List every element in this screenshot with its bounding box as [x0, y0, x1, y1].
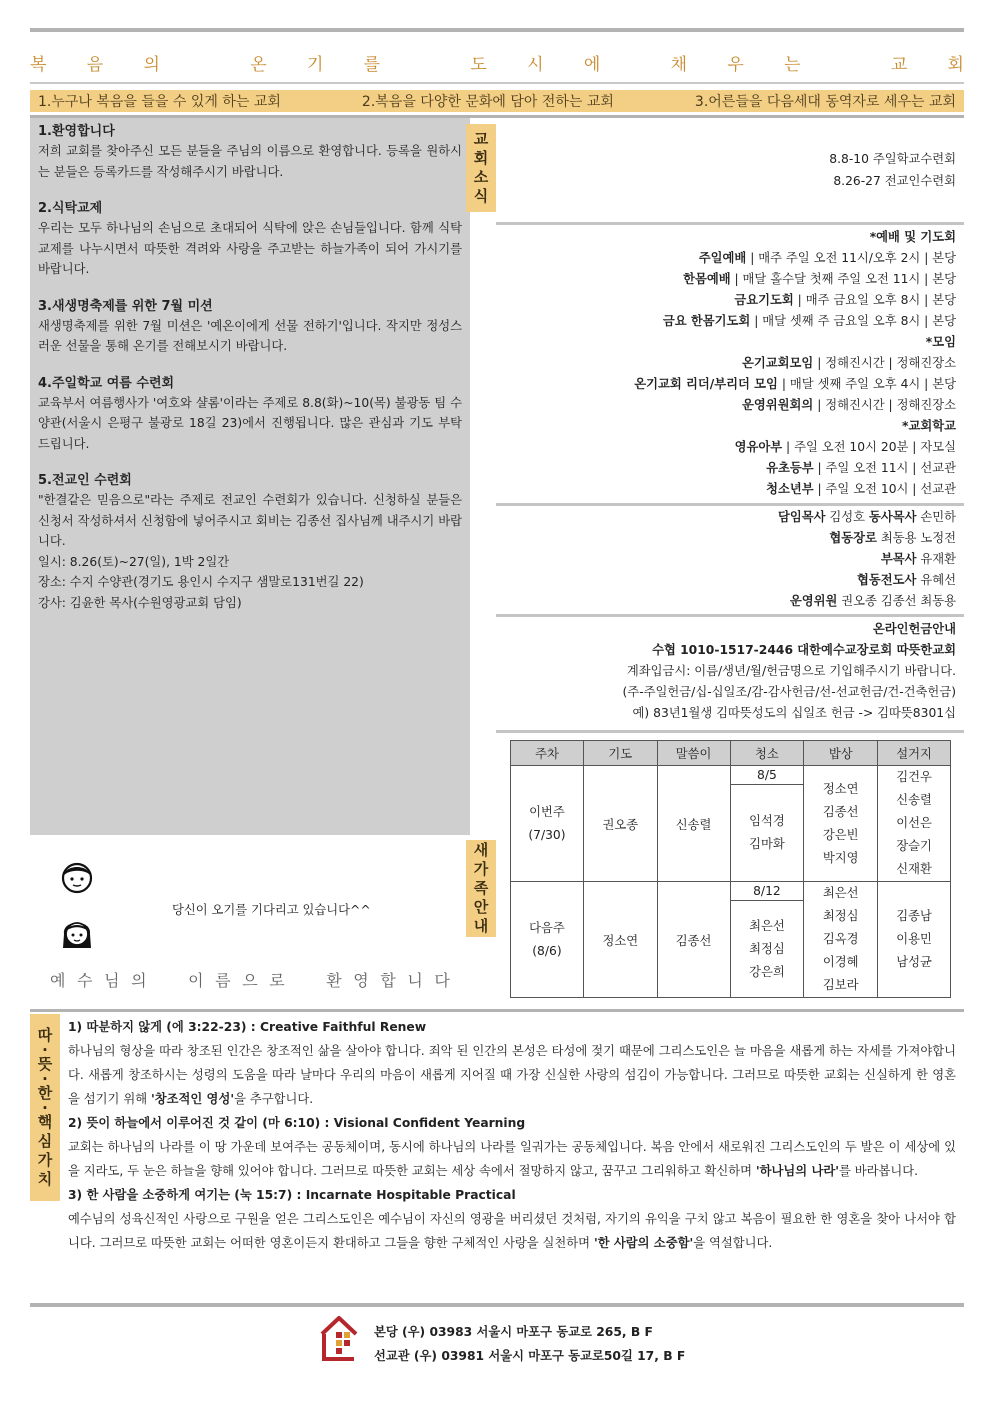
- table-row: [511, 882, 951, 901]
- announcement-4: [38, 374, 462, 455]
- dish-cell: 김건우 신송렬 이선은 장슬기 신재환: [878, 766, 951, 882]
- address-block: [374, 1320, 685, 1368]
- label-char: 가: [473, 860, 489, 878]
- announcement-title: 1.환영합니다: [38, 124, 115, 139]
- core-values-top-rule: [30, 1009, 964, 1012]
- announcement-1: [38, 122, 462, 182]
- week-cell: 이번주 (7/30): [511, 766, 584, 882]
- online-offering: [500, 619, 956, 724]
- school-row: 영유아부 | 주일 오전 10시 20분 | 자모실: [734, 440, 956, 454]
- core-value-title: 3) 한 사람을 소중하게 여기는 (눅 15:7) : Incarnate Hospitable Practical: [68, 1188, 516, 1202]
- clean-cell: 임석경 김마화: [730, 785, 804, 882]
- prayer-cell: 권오종: [583, 766, 657, 882]
- goal-2: 2.복음을 다양한 문화에 담아 전하는 교회: [361, 94, 614, 110]
- announcement-body: 새생명축제를 위한 7월 미션은 '예온이에게 선물 전하기'입니다. 작지만 정성스러운 선물을 통해 온기를 전해보시기 바랍니다.: [38, 318, 462, 353]
- staff-row: 협동전도사 유혜선: [857, 573, 956, 587]
- motto-char: 복: [30, 55, 47, 75]
- man-icon: [60, 860, 94, 894]
- service-row: 주일예배 | 매주 주일 오전 11시/오후 2시 | 본당: [698, 251, 956, 265]
- news-item: 8.26-27 전교인수련회: [833, 174, 956, 188]
- core-values: [68, 1015, 956, 1255]
- announcement-5: [38, 471, 462, 613]
- column-header: 밥상: [804, 741, 878, 766]
- retreat-date: 일시: 8.26(토)~27(일), 1박 2일간: [38, 554, 230, 569]
- welcome-footer: 예 수 님 의 이 름 으 로 환 영 합 니 다: [50, 971, 450, 990]
- worship-schedule: [500, 227, 956, 500]
- motto-char: 는: [784, 55, 801, 75]
- label-char: 안: [473, 898, 489, 916]
- staff-row: 협동장로 최동용 노정전: [829, 531, 956, 545]
- offering-codes: (주-주일헌금/십-십일조/감-감사헌금/선-선교헌금/건-건축헌금): [622, 685, 956, 699]
- announcement-body: 우리는 모두 하나님의 손님으로 초대되어 식탁에 앉은 손님들입니다. 함께 식탁교제를 나누시면서 따뜻한 격려와 사랑을 주고받는 하늘가족이 되어 가시기를 바랍니다.: [38, 221, 462, 276]
- column-header: 주차: [511, 741, 584, 766]
- offering-example: 예) 83년1월생 김따뜻성도의 십일조 헌금 -> 김따뜻8301십: [632, 706, 956, 720]
- core-value-body: 교회는 하나님의 나라를 이 땅 가운데 보여주는 공동체이며, 동시에 하나님의 나라를 일궈가는 공동체입니다. 복음 안에서 새로워진 그리스도인의 두 발은 이 세상에 있을 지라도, 두 눈은 하늘을 향해 있어야 합니다. 그러므로 따뜻한 교회는 세상 속에서 절망하지 않고, 꿈꾸고 그리워하고 확신하며 '하나님의 나라'를 바라봅니다.: [68, 1140, 956, 1178]
- motto-rule: [30, 82, 964, 84]
- offering-note: 계좌입금시: 이름/생년/월/헌금명으로 기입해주시기 바랍니다.: [626, 664, 956, 678]
- retreat-place: 장소: 수지 수양관(경기도 용인시 수지구 샘말로131번길 22): [38, 575, 364, 589]
- service-row: 한몸예배 | 매달 홀수달 첫째 주일 오전 11시 | 본당: [683, 272, 956, 286]
- divider: [496, 222, 964, 225]
- word-cell: 김종선: [657, 882, 730, 998]
- service-row: 금요기도회 | 매주 금요일 오후 8시 | 본당: [734, 293, 956, 307]
- top-rule: [30, 28, 964, 32]
- divider: [496, 730, 964, 733]
- motto-char: 를: [363, 55, 381, 75]
- online-offering-title: 온라인헌금안내: [872, 622, 956, 636]
- announcement-title: 3.새생명축제를 위한 7월 미션: [38, 298, 213, 314]
- word-cell: 신송렬: [657, 766, 730, 882]
- motto-char: 채: [670, 55, 688, 75]
- motto-char: 우: [727, 55, 744, 75]
- label-char: 내: [473, 917, 489, 935]
- motto-char: 기: [306, 55, 324, 75]
- motto-char: 의: [143, 55, 160, 75]
- label-char: 교: [473, 130, 489, 148]
- clean-cell: 최은선 최정심 강은희: [730, 901, 804, 998]
- staff-row: 운영위원 권오종 김종선 최동용: [789, 594, 956, 608]
- announcement-title: 5.전교인 수련회: [38, 473, 132, 488]
- church-news: [829, 148, 956, 192]
- meal-cell: 정소연 김종선 강은빈 박지영: [804, 766, 878, 882]
- church-goals-bar: [30, 90, 964, 112]
- announcement-2: [38, 199, 462, 280]
- divider: [496, 614, 964, 617]
- duty-roster-table: [510, 740, 951, 998]
- announcement-title: 4.주일학교 여름 수련회: [38, 375, 175, 391]
- column-header: 말씀이: [657, 741, 730, 766]
- meeting-heading: *모임: [925, 335, 956, 349]
- bank-account: 수협 1010-1517-2446 대한예수교장로회 따뜻한교회: [652, 643, 956, 657]
- meal-cell: 최은선 최정심 김옥경 이경혜 김보라: [804, 882, 878, 998]
- clean-date-cell: 8/5: [730, 766, 804, 785]
- announcement-body: "한결같은 믿음으로"라는 주제로 전교인 수련회가 있습니다. 신청하실 분들은 신청서 작성하셔서 신청함에 넣어주시고 회비는 김종선 집사님께 내주시기 바랍니다.: [38, 493, 462, 548]
- label-char: 새: [473, 841, 489, 859]
- motto-char: 도: [470, 55, 487, 75]
- clean-date-cell: 8/12: [730, 882, 804, 901]
- meeting-row: 운영위원회의 | 정해진시간 | 정해진장소: [742, 398, 956, 412]
- motto-char: 교: [890, 55, 908, 75]
- school-row: 청소년부 | 주일 오전 10시 | 선교관: [766, 482, 956, 496]
- announcement-body: 교육부서 여름행사가 '여호와 샬롬'이라는 주제로 8.8(화)~10(목) 불광동 팀 수양관(서울시 은평구 불광로 18길 23)에서 진행됩니다. 많은 관심과 기도 부탁드립니다.: [38, 395, 462, 451]
- motto-char: 에: [583, 55, 601, 75]
- week-cell: 다음주 (8/6): [511, 882, 584, 998]
- church-logo-icon: [318, 1314, 360, 1362]
- staff-row: 부목사 유재환: [880, 552, 956, 566]
- worship-heading: *예배 및 기도회: [869, 230, 956, 244]
- service-row: 금요 한몸기도회 | 매달 셋째 주 금요일 오후 8시 | 본당: [662, 314, 956, 328]
- core-values-label: 따 · 뜻 · 한 · 핵 심 가 치: [30, 1014, 60, 1201]
- woman-icon: [60, 914, 94, 952]
- table-header-row: [511, 741, 951, 766]
- goal-1: 1.누구나 복음을 들을 수 있게 하는 교회: [38, 94, 281, 110]
- meeting-row: 온기교회모임 | 정해진시간 | 정해진장소: [742, 356, 956, 370]
- prayer-cell: 정소연: [583, 882, 657, 998]
- motto-char: 시: [527, 55, 544, 75]
- retreat-speaker: 강사: 김윤한 목사(수원영광교회 담임): [38, 595, 242, 610]
- goal-3: 3.어른들을 다음세대 동역자로 세우는 교회: [694, 94, 956, 110]
- motto-char: 음: [86, 55, 104, 75]
- divider: [496, 503, 964, 506]
- mission-address: 선교관 (우) 03981 서울시 마포구 동교로50길 17, B F: [374, 1349, 686, 1363]
- welcome-message: 당신이 오기를 기다리고 있습니다^^: [172, 903, 371, 917]
- staff-list: [500, 507, 956, 612]
- announcement-title: 2.식탁교제: [38, 201, 103, 216]
- column-header: 청소: [730, 741, 804, 766]
- newcomer-label: [466, 840, 496, 937]
- school-heading: *교회학교: [902, 419, 956, 433]
- core-value-body: 예수님의 성육신적인 사랑으로 구원을 얻은 그리스도인은 예수님이 자신의 영광을 버리셨던 것처럼, 자기의 유익을 구치 않고 복음이 필요한 한 영혼을 찾아 나서야 합니다. 그러므로 따뜻한 교회는 어떠한 영혼이든지 환대하고 그들을 향한 구체적인 사랑을 실천하며 '한 사람의 소중함'을 역설합니다.: [68, 1212, 956, 1250]
- core-value-title: 1) 따분하지 않게 (에 3:22-23) : Creative Faithful Renew: [68, 1020, 427, 1034]
- news-item: 8.8-10 주일학교수련회: [829, 152, 956, 166]
- announcement-3: [38, 297, 462, 357]
- announcements-panel: [30, 118, 470, 835]
- church-news-label: [466, 124, 496, 212]
- school-row: 유초등부 | 주일 오전 11시 | 선교관: [766, 461, 956, 475]
- label-char: 족: [473, 879, 489, 897]
- column-header: 기도: [583, 741, 657, 766]
- meeting-row: 온기교회 리더/부리더 모임 | 매달 셋째 주일 오후 4시 | 본당: [634, 377, 956, 391]
- staff-row: 담임목사 김성호 동사목사 손민하: [777, 510, 956, 524]
- dish-cell: 김종남 이용민 남성균: [878, 882, 951, 998]
- label-char: 식: [473, 187, 489, 205]
- core-value-body: 하나님의 형상을 따라 창조된 인간은 창조적인 삶을 살아야 합니다. 죄악 된 인간의 본성은 타성에 젖기 때문에 그리스도인은 늘 마음을 새롭게 하는 자세를 가져야합니다. 새롭게 창조하시는 성령의 도움을 따라 날마다 우리의 마음이 새롭게 지어질 때 가장 신실한 사랑의 섬김이 가능합니다. 그러므로 따뜻한 교회는 신실하게 한 영혼을 섬기기 위해 '창조적인 영성'을 추구합니다.: [68, 1044, 956, 1106]
- announcement-body: 저희 교회를 찾아주신 모든 분들을 주님의 이름으로 환영합니다. 등록을 원하시는 분들은 등록카드를 작성해주시기 바랍니다.: [38, 144, 462, 179]
- core-value-title: 2) 뜻이 하늘에서 이루어진 것 같이 (마 6:10) : Visional Confident Yearning: [68, 1116, 526, 1130]
- bottom-rule: [30, 1303, 964, 1307]
- label-char: 회: [473, 149, 489, 167]
- motto-char: 온: [250, 55, 267, 75]
- church-motto: [30, 50, 964, 75]
- table-row: [511, 766, 951, 785]
- main-address: 본당 (우) 03983 서울시 마포구 동교로 265, B F: [374, 1325, 653, 1339]
- column-header: 설거지: [878, 741, 951, 766]
- motto-char: 회: [947, 55, 964, 75]
- label-char: 소: [473, 168, 489, 186]
